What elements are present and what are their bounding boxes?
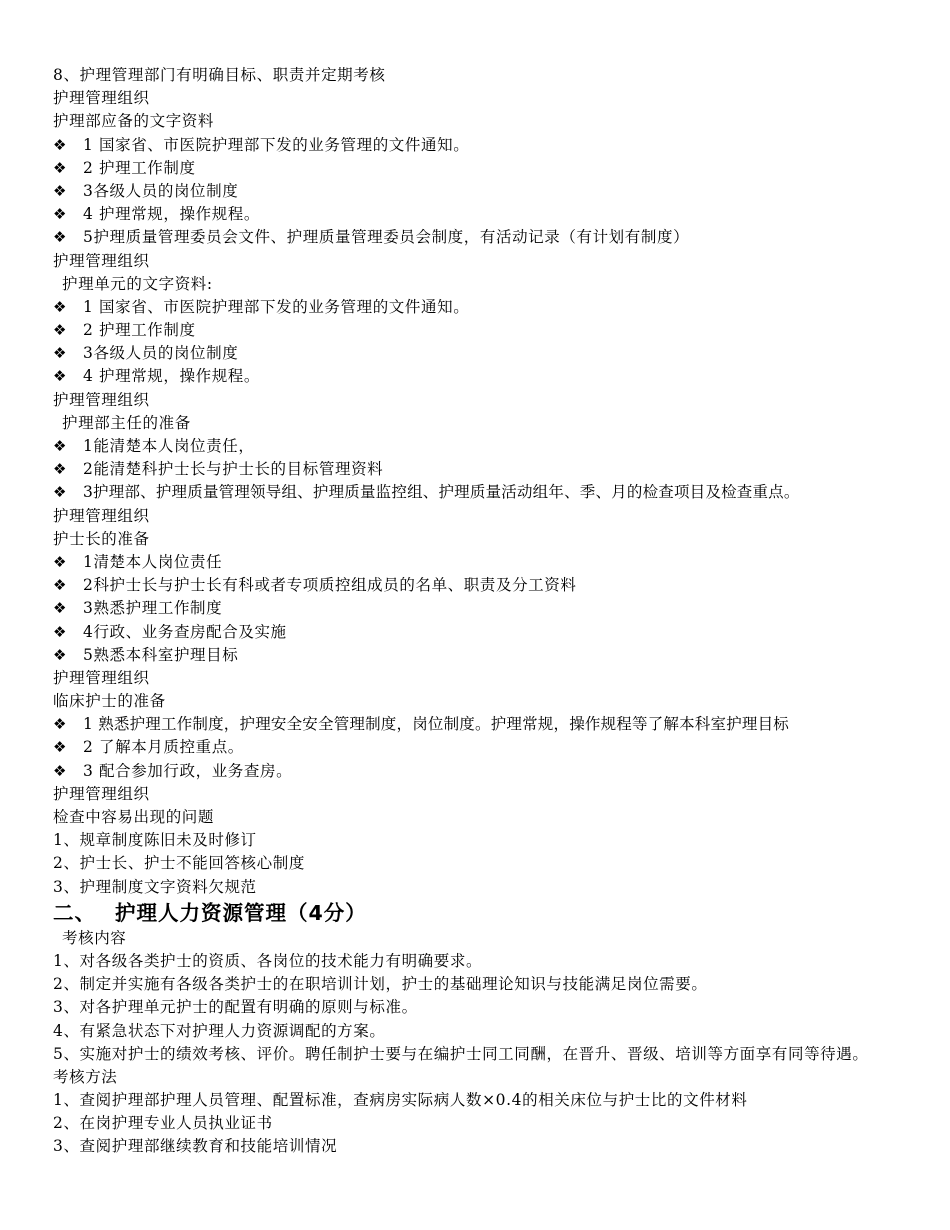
bullet-text: 2 了解本月质控重点。 [83,738,244,757]
bullet-text: 1 熟悉护理工作制度，护理安全安全管理制度，岗位制度。护理常规，操作规程等了解本科室护理目标 [83,715,789,734]
bullet-item [53,760,930,783]
method-item: 1、查阅护理部护理人员管理、配置标准，查病房实际病人数×0.4的相关床位与护士比的文件材料 [53,1091,748,1110]
bullet-item [53,574,930,597]
bullet-text: 2 护理工作制度 [83,321,196,340]
subsection-title: 临床护士的准备 [53,692,166,711]
diamond-bullet-icon: ❖ [53,715,67,734]
diamond-bullet-icon: ❖ [53,205,68,224]
diamond-bullet-icon: ❖ [53,437,68,455]
diamond-bullet-icon: ❖ [53,599,68,618]
bullet-item [53,713,930,736]
problem-item: 3、护理制度文字资料欠规范 [53,877,257,896]
bullet-text: 3护理部、护理质量管理领导组、护理质量监控组、护理质量活动组年、季、月的检查项目及检查重点。 [83,483,800,502]
diamond-bullet-icon: ❖ [53,321,68,340]
bullet-text: 4 护理常规，操作规程。 [83,367,260,386]
subsection-title: 护士长的准备 [53,529,150,548]
bullet-item [53,621,930,644]
diamond-bullet-icon: ❖ [53,297,68,316]
bullet-text: 3熟悉护理工作制度 [83,599,223,618]
bullet-text: 4 护理常规，操作规程。 [83,205,260,224]
bullet-item [53,551,930,574]
diamond-bullet-icon: ❖ [53,367,68,386]
method-item: 3、查阅护理部继续教育和技能培训情况 [53,1137,338,1156]
section-label: 护理管理组织 [53,251,150,270]
section-label: 护理管理组织 [53,506,150,525]
diamond-bullet-icon: ❖ [53,738,68,757]
subsection-title: 护理部应备的文字资料 [53,112,215,131]
bullet-item [53,481,930,504]
bullet-text: 1 国家省、市医院护理部下发的业务管理的文件通知。 [83,297,470,316]
bullet-text: 2 护理工作制度 [83,158,196,177]
diamond-bullet-icon: ❖ [53,135,68,154]
diamond-bullet-icon: ❖ [53,344,68,363]
problem-item: 2、护士长、护士不能回答核心制度 [53,854,305,873]
section-label: 护理管理组织 [53,390,150,409]
bullet-item [53,180,930,203]
bullet-item [53,644,930,667]
bullet-item [53,365,930,388]
bullet-text: 3 配合参加行政，业务查房。 [83,761,293,780]
bullet-item [53,296,930,319]
subsection-title: 护理单元的文字资料: [62,274,213,293]
bullet-text: 1能清楚本人岗位责任， [83,437,255,455]
diamond-bullet-icon: ❖ [53,622,68,641]
content-item: 2、制定并实施有各级各类护士的在职培训计划，护士的基础理论知识与技能满足岗位需要。 [53,975,708,994]
bullet-text: 3各级人员的岗位制度 [83,344,239,363]
diamond-bullet-icon: ❖ [53,483,67,502]
section-label: 护理管理组织 [53,668,150,687]
section-label: 护理管理组织 [53,784,150,803]
diamond-bullet-icon: ❖ [53,460,68,479]
bullet-item [53,319,930,342]
section-heading [53,899,930,927]
bullet-text: 5护理质量管理委员会文件、护理质量管理委员会制度，有活动记录（有计划有制度） [83,228,690,247]
bullet-text: 3各级人员的岗位制度 [83,181,239,200]
bullet-text: 2科护士长与护士长有科或者专项质控组成员的名单、职责及分工资料 [83,576,577,595]
bullet-text: 1 国家省、市医院护理部下发的业务管理的文件通知。 [83,135,470,154]
bullet-text: 5熟悉本科室护理目标 [83,645,239,664]
section-label: 护理管理组织 [53,89,150,108]
bullet-item [53,435,930,458]
subsection-title: 考核内容 [62,928,127,947]
bullet-item [53,342,930,365]
diamond-bullet-icon: ❖ [53,158,68,177]
text-line: 8、护理管理部门有明确目标、职责并定期考核 [53,66,386,84]
bullet-item [53,203,930,226]
problem-item: 1、规章制度陈旧未及时修订 [53,831,257,850]
bullet-item [53,597,930,620]
content-item: 3、对各护理单元护士的配置有明确的原则与标准。 [53,998,418,1017]
diamond-bullet-icon: ❖ [53,181,68,200]
diamond-bullet-icon: ❖ [53,576,68,595]
diamond-bullet-icon: ❖ [53,761,68,780]
diamond-bullet-icon: ❖ [53,645,68,664]
content-item: 5、实施对护士的绩效考核、评价。聘任制护士要与在编护士同工同酬，在晋升、晋级、培训等方面享有同等待遇。 [53,1044,869,1063]
bullet-item [53,736,930,759]
bullet-item [53,458,930,481]
bullet-item [53,157,930,180]
bullet-text: 4行政、业务查房配合及实施 [83,622,287,641]
method-item: 2、在岗护理专业人员执业证书 [53,1114,273,1133]
content-item: 4、有紧急状态下对护理人力资源调配的方案。 [53,1021,386,1040]
content-item: 1、对各级各类护士的资质、各岗位的技术能力有明确要求。 [53,951,483,970]
diamond-bullet-icon: ❖ [53,228,68,247]
section-number: 二、 [53,900,96,925]
subsection-title: 考核方法 [53,1067,118,1086]
bullet-text: 1清楚本人岗位责任 [83,552,223,571]
bullet-text: 2能清楚科护士长与护士长的目标管理资料 [83,460,384,479]
diamond-bullet-icon: ❖ [53,552,68,571]
bullet-item [53,226,930,249]
subsection-title: 护理部主任的准备 [62,413,191,432]
section-title: 护理人力资源管理（4分） [115,900,367,925]
subsection-title: 检查中容易出现的问题 [53,808,215,826]
bullet-item [53,134,930,157]
